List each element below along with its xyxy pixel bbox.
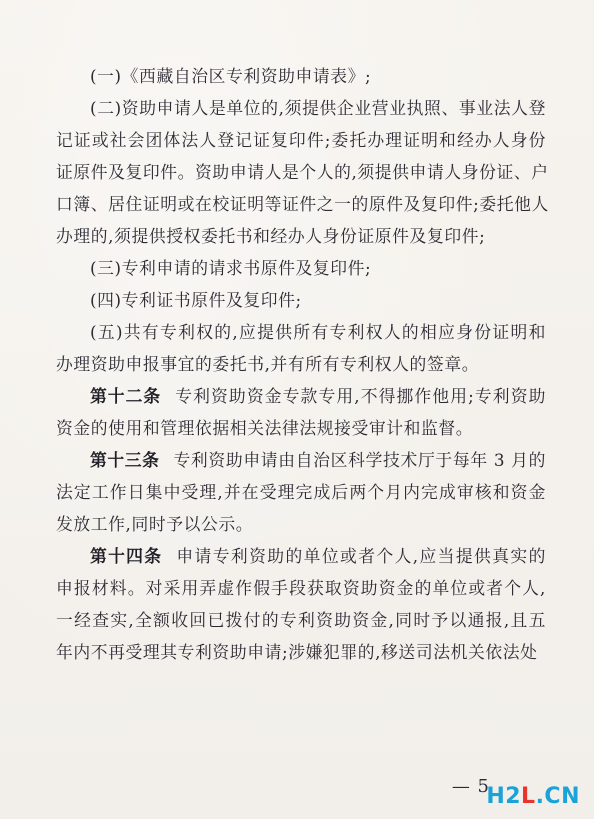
line-text: 专利资助资金专款专用,不得挪作他用;专利资助 [175,386,546,406]
line-text: 年内不再受理其专利资助申请;涉嫌犯罪的,移送司法机关依法处 [56,642,538,662]
line-text: 法定工作日集中受理,并在受理完成后两个月内完成审核和资金 [56,482,546,502]
site-watermark [484,783,580,811]
line-text: 一经查实,全额收回已拨付的专利资助资金,同时予以通报,且五 [56,610,546,630]
text-line [56,220,546,252]
line-text: (三)专利申请的请求书原件及复印件; [90,258,372,278]
text-line [56,284,546,316]
text-line [56,572,546,604]
line-text: 专利资助申请由自治区科学技术厅于每年 3 月的 [173,450,546,470]
line-text: 发放工作,同时予以公示。 [56,514,254,534]
watermark-part-a: H2 [486,784,522,809]
text-line [56,476,546,508]
text-line [56,604,546,636]
line-text: 证原件及复印件。资助申请人是个人的,须提供申请人身份证、户 [56,162,549,182]
text-line [56,60,546,92]
line-text: 资金的使用和管理依据相关法律法规接受审计和监督。 [56,418,474,438]
text-line [56,188,549,220]
document-body [56,60,549,668]
text-line [56,636,546,668]
text-line [56,156,549,188]
text-line [56,92,546,124]
text-line [56,508,546,540]
article-number: 第十三条 [90,450,160,470]
line-text: 申请专利资助的单位或者个人,应当提供真实的 [176,546,546,566]
text-line [56,412,546,444]
text-line [56,348,546,380]
line-text: (五)共有专利权的,应提供所有专利权人的相应身份证明和 [90,322,546,342]
article-number: 第十四条 [90,546,163,566]
line-text: 记证或社会团体法人登记证复印件;委托办理证明和经办人身份 [56,130,546,150]
line-text: 口簿、居住证明或在校证明等证件之一的原件及复印件;委托他人 [56,194,549,214]
text-line [56,540,546,572]
watermark-part-c: .CN [535,784,580,809]
line-text: (一)《西藏自治区专利资助申请表》; [90,66,372,86]
line-text: 申报材料。对采用弄虚作假手段获取资助资金的单位或者个人, [56,578,546,598]
line-text: (二)资助申请人是单位的,须提供企业营业执照、事业法人登 [90,98,546,118]
text-line [56,316,546,348]
page-number: — 5 [451,776,490,797]
text-line [56,124,546,156]
article-number: 第十二条 [90,386,162,406]
text-line [56,380,546,412]
line-text: (四)专利证书原件及复印件; [90,290,302,310]
line-text: 办理的,须提供授权委托书和经办人身份证原件及复印件; [56,226,486,246]
watermark-part-b: L [521,784,536,809]
text-line [56,252,546,284]
line-text: 办理资助申报事宜的委托书,并有所有专利权人的签章。 [56,354,480,374]
text-line [56,444,546,476]
